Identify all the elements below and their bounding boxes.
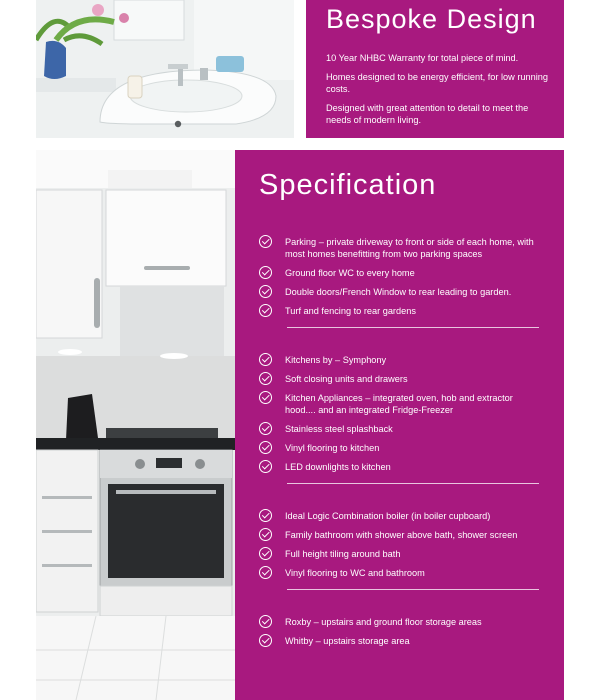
list-item — [259, 305, 541, 317]
check-circle-icon — [259, 566, 272, 579]
check-circle-icon — [259, 266, 272, 279]
spec-group-storage — [259, 616, 541, 647]
bespoke-design-title: Bespoke Design — [326, 4, 537, 34]
check-circle-icon — [259, 235, 272, 248]
spec-item-text: Vinyl flooring to kitchen — [285, 443, 380, 453]
list-item — [259, 567, 541, 579]
bespoke-line: 10 Year NHBC Warranty for total piece of mind. — [326, 53, 519, 63]
bespoke-line: Homes designed to be energy efficient, for low running costs. — [326, 72, 548, 94]
list-item — [259, 529, 541, 541]
list-item — [259, 548, 541, 560]
spec-item-text: LED downlights to kitchen — [285, 462, 391, 472]
check-circle-icon — [259, 391, 272, 404]
section-divider — [287, 327, 539, 328]
list-item — [259, 286, 541, 298]
check-circle-icon — [259, 372, 272, 385]
bespoke-design-text — [326, 52, 548, 133]
list-item — [259, 373, 541, 385]
list-item — [259, 236, 541, 260]
specification-panel — [235, 150, 564, 700]
check-circle-icon — [259, 304, 272, 317]
specification-title: Specification — [259, 169, 437, 201]
spec-group-kitchen — [259, 354, 541, 473]
list-item — [259, 267, 541, 279]
check-circle-icon — [259, 547, 272, 560]
list-item — [259, 354, 541, 366]
check-circle-icon — [259, 509, 272, 522]
spec-item-text: Double doors/French Window to rear leading to garden. — [285, 287, 512, 297]
bathroom-illustration — [36, 0, 294, 138]
bathroom-photo — [36, 0, 294, 138]
spec-group-exterior — [259, 236, 541, 317]
spec-item-text: Ground floor WC to every home — [285, 268, 415, 278]
check-circle-icon — [259, 634, 272, 647]
section-divider — [287, 589, 539, 590]
spec-item-text: Roxby – upstairs and ground floor storage areas — [285, 617, 482, 627]
spec-item-text: Whitby – upstairs storage area — [285, 636, 410, 646]
spec-item-text: Soft closing units and drawers — [285, 374, 408, 384]
list-item — [259, 635, 541, 647]
kitchen-illustration — [36, 150, 235, 700]
list-item — [259, 392, 541, 416]
specification-list — [259, 236, 541, 654]
spec-group-bathroom — [259, 510, 541, 579]
spec-item-text: Full height tiling around bath — [285, 549, 401, 559]
spec-item-text: Kitchen Appliances – integrated oven, hob and extractor hood.... and an integrated Fridge-Freezer — [285, 393, 513, 415]
spec-item-text: Kitchens by – Symphony — [285, 355, 387, 365]
check-circle-icon — [259, 615, 272, 628]
spec-item-text: Parking – private driveway to front or side of each home, with most homes benefitting from two parking spaces — [285, 237, 534, 259]
check-circle-icon — [259, 460, 272, 473]
spec-item-text: Stainless steel splashback — [285, 424, 393, 434]
spec-item-text: Vinyl flooring to WC and bathroom — [285, 568, 425, 578]
spec-item-text: Ideal Logic Combination boiler (in boiler cupboard) — [285, 511, 491, 521]
check-circle-icon — [259, 353, 272, 366]
check-circle-icon — [259, 441, 272, 454]
list-item — [259, 616, 541, 628]
bespoke-line: Designed with great attention to detail to meet the needs of modern living. — [326, 103, 529, 125]
check-circle-icon — [259, 422, 272, 435]
list-item — [259, 442, 541, 454]
bespoke-design-panel — [306, 0, 564, 138]
list-item — [259, 423, 541, 435]
spec-item-text: Turf and fencing to rear gardens — [285, 306, 416, 316]
section-divider — [287, 483, 539, 484]
check-circle-icon — [259, 285, 272, 298]
kitchen-photo — [36, 150, 235, 700]
spec-item-text: Family bathroom with shower above bath, shower screen — [285, 530, 518, 540]
list-item — [259, 510, 541, 522]
list-item — [259, 461, 541, 473]
check-circle-icon — [259, 528, 272, 541]
